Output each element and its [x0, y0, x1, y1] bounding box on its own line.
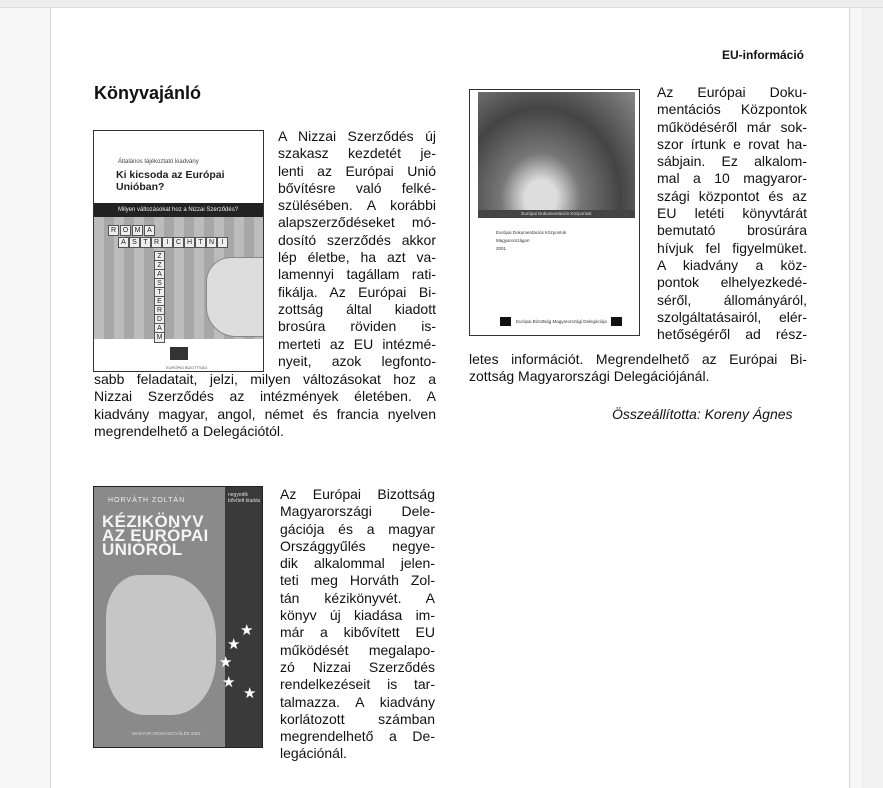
text-line: hetőségéről ad rész-: [657, 326, 807, 343]
scrabble-tile: E: [154, 296, 165, 307]
logo-icon: [500, 317, 511, 326]
cover-title: Ki kicsoda az Európai Unióban?: [116, 169, 225, 193]
text-line: A Nizzai Szerződés új: [278, 128, 436, 144]
text-line: talmazza. A kiadvány: [280, 693, 435, 710]
top-border: [0, 0, 883, 8]
europe-map-image: [106, 575, 216, 715]
text-line: szor írtunk e rovat ha-: [657, 135, 807, 152]
text-line: működését megalapo-: [280, 641, 435, 658]
text-line: bővítésre való felké-: [278, 179, 436, 196]
text-line: könyv új kiadása im-: [280, 607, 435, 624]
text-line: működéséről már sok-: [657, 118, 807, 135]
text-line: korlátozott számban: [280, 710, 435, 727]
text-line: alapszerződéseket mó-: [278, 214, 436, 231]
author-signature: Összeállította: Koreny Ágnes: [612, 406, 793, 422]
text-line: sábjain. Ez alkalom-: [657, 153, 807, 170]
text-line: bemutató brosúrára: [657, 222, 807, 239]
text-line: Magyarországi Dele-: [280, 503, 435, 520]
text-line: pontok elhelyezkedé-: [657, 274, 807, 291]
scrabble-tile: A: [154, 323, 165, 334]
text-line: brosúra röviden is-: [278, 318, 436, 335]
text-line: lenti az Európai Unió: [278, 162, 436, 179]
text-line: teti meg Horváth Zol-: [280, 572, 435, 589]
book1-full-text: [94, 371, 436, 440]
scrabble-tile: T: [154, 287, 165, 298]
text-line: lamennyi tagállam rati-: [278, 266, 436, 283]
text-line: kiadvány magyar, angol, német és francia nyelven: [94, 405, 436, 422]
star-icon: ★: [243, 685, 257, 702]
scrabble-tile: R: [154, 305, 165, 316]
text-line: A kiadvány a köz-: [657, 256, 807, 273]
cover-title-line: UNIÓRÓL: [102, 540, 183, 559]
eu-flag-icon: [170, 347, 188, 360]
cover-author: HORVÁTH ZOLTÁN: [108, 497, 186, 504]
scrabble-tile: I: [162, 237, 173, 248]
cover-text-line: Magyarországon: [496, 238, 530, 243]
scrabble-tile: T: [195, 237, 206, 248]
scrabble-tile: I: [217, 237, 228, 248]
scrabble-tile: Z: [154, 251, 165, 262]
text-line: hívjuk fel figyelmüket.: [657, 239, 807, 256]
cover-text-line: Európai Dokumentációs Központok: [496, 230, 567, 235]
scrabble-tile: A: [154, 269, 165, 280]
cover-footer: Európai Bizottság Magyarországi Delegációja: [516, 319, 607, 324]
cover-caption: Európai Dokumentációs Központok: [478, 210, 635, 218]
book2-text: [280, 486, 435, 763]
scrabble-tile: O: [120, 225, 131, 236]
scrabble-tile: A: [118, 237, 129, 248]
scrabble-tile: N: [206, 237, 217, 248]
text-line: zottság által kiadott: [278, 300, 436, 317]
text-line: dik alkalommal jelen-: [280, 555, 435, 572]
text-line: Országgyűlés negye-: [280, 537, 435, 554]
cover-band: Milyen változásokat hoz a Nizzai Szerződés?: [94, 203, 264, 217]
cover-photo: [478, 92, 635, 210]
scrabble-tile: R: [151, 237, 162, 248]
text-line: Nizzai Szerződés az intézmények életében. A: [94, 388, 436, 405]
star-icon: ★: [219, 654, 233, 671]
text-line: Az Európai Bizottság: [280, 486, 435, 502]
cover-publisher: EURÓPAI BIZOTTSÁG: [166, 365, 208, 370]
cover-title-line: KÉZIKÖNYV: [102, 512, 204, 531]
text-line: Az Európai Doku-: [657, 84, 807, 100]
cover-text-line: 2001: [496, 246, 507, 251]
text-line: mentációs Központok: [657, 101, 807, 118]
scrollbar-track[interactable]: [862, 8, 883, 788]
text-line: zottság Magyarországi Delegációjánál.: [469, 368, 710, 385]
text-line: megrendelhető a De-: [280, 728, 435, 745]
scrabble-photo: [94, 217, 264, 339]
text-line: lép életbe, ha azt va-: [278, 249, 436, 266]
cover-title-line: AZ EURÓPAI: [102, 526, 209, 545]
text-line: gációja és a magyar: [280, 520, 435, 537]
scrabble-tile: D: [154, 314, 165, 325]
scrabble-tile: C: [173, 237, 184, 248]
star-icon: ★: [227, 636, 241, 653]
page-title: Könyvajánló: [94, 83, 202, 103]
text-line: EU letéti könyvtárát: [657, 205, 807, 222]
scrabble-tile: S: [129, 237, 140, 248]
text-line: rendelkezéseit is tar-: [280, 676, 435, 693]
text-line: nyeit, azok legfonto-: [278, 352, 436, 369]
section-header: EU-információ: [722, 48, 805, 62]
text-line: sabb feladatait, jelzi, milyen változásokat hoz a: [94, 371, 436, 387]
cover-publisher: MAGYAR ORSZÁGGYŰLÉS 2001: [132, 731, 201, 736]
star-icon: ★: [240, 622, 254, 639]
book-cover-dokumentacios: [469, 89, 640, 336]
scrabble-tile: S: [154, 278, 165, 289]
logo-icon: [611, 317, 622, 326]
book-cover-kezikonyv: [93, 486, 263, 748]
scrabble-tile: T: [140, 237, 151, 248]
text-line: tán kézikönyvét. A: [280, 589, 435, 606]
book3-full-text: [469, 351, 807, 386]
scrabble-tile: R: [108, 225, 119, 236]
book3-side-text: [657, 84, 807, 343]
text-line: merteti az EU intézmé-: [278, 335, 436, 352]
cover-edition-band: negyedik bővített kiadás: [225, 487, 263, 748]
text-line: dosító szerződés akkor: [278, 231, 436, 248]
text-line: már a kibővített EU: [280, 624, 435, 641]
scrabble-tile: A: [144, 225, 155, 236]
scrabble-tile: Z: [154, 260, 165, 271]
text-line: séről, állományáról,: [657, 291, 807, 308]
text-line: zó Nizzai Szerződés: [280, 658, 435, 675]
cover-title: [102, 512, 209, 559]
star-icon: ★: [222, 674, 236, 691]
scrabble-tile: M: [154, 332, 165, 343]
text-line: szolgáltatásairól, elér-: [657, 308, 807, 325]
text-line: szági központot és az: [657, 187, 807, 204]
hand-image: [206, 257, 264, 337]
text-line: szakasz kezdetét je-: [278, 145, 436, 162]
text-line: legációnál.: [280, 745, 347, 762]
book1-side-text: [278, 128, 436, 370]
book-cover-ki-kicsoda: [93, 130, 264, 372]
text-line: fikálja. Az Európai Bi-: [278, 283, 436, 300]
scrabble-tile: M: [132, 225, 143, 236]
text-line: letes információt. Megrendelhető az Európai Bi-: [469, 351, 807, 367]
cover-subtitle: Általános tájékoztató kiadvány: [118, 159, 199, 165]
text-line: mal a 10 magyaror-: [657, 170, 807, 187]
text-line: szülésében. A korábbi: [278, 197, 436, 214]
text-line: megrendelhető a Delegációtól.: [94, 422, 284, 439]
scrabble-tile: H: [184, 237, 195, 248]
